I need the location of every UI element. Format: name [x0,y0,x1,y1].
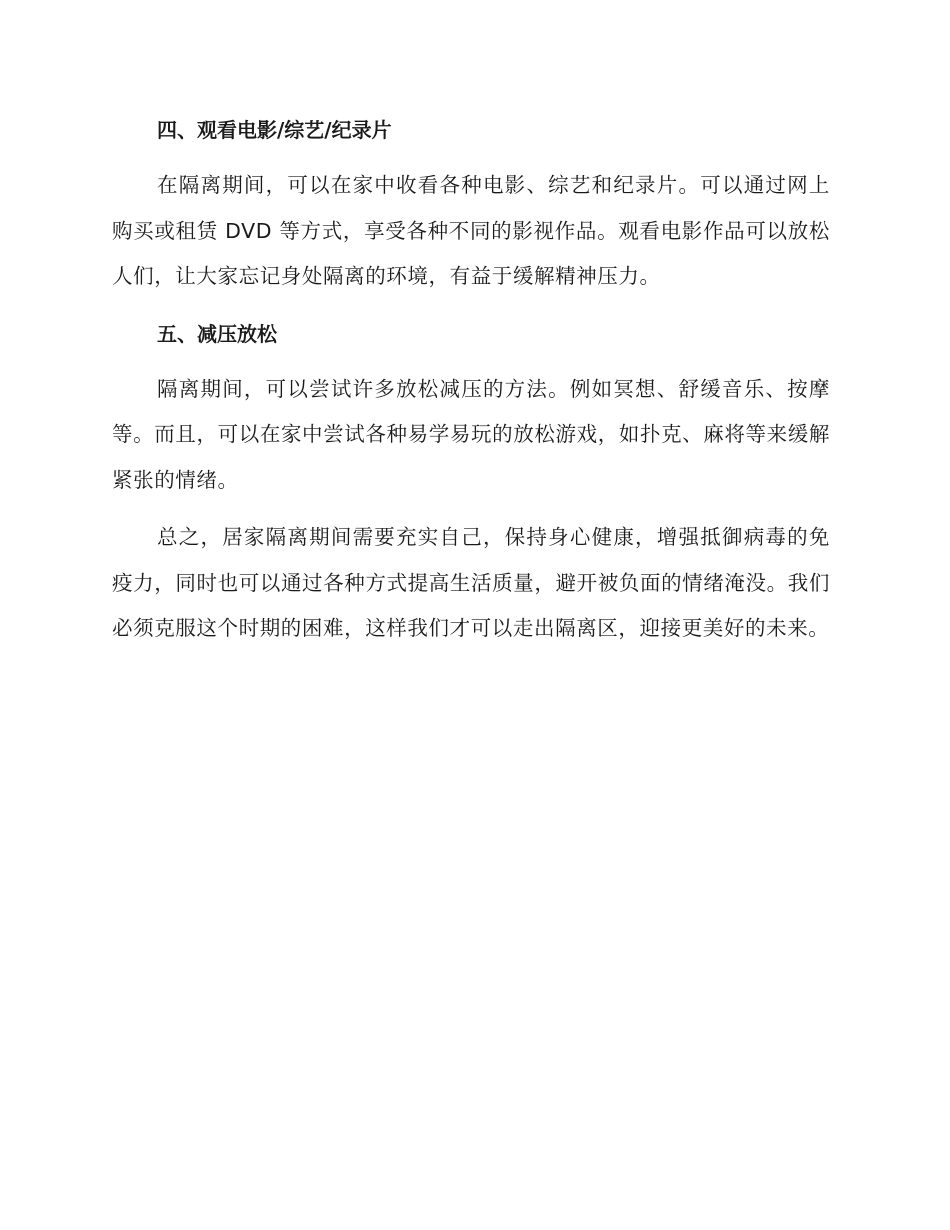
section-heading-relax: 五、减压放松 [157,321,277,346]
document-page [112,108,830,652]
paragraph-conclusion: 总之，居家隔离期间需要充实自己，保持身心健康，增强抵御病毒的免疫力，同时也可以通过各种方式提高生活质量，避开被负面的情绪淹没。我们必须克服这个时期的困难，这样我们才可以走出隔离区，迎接更美好的未来。 [112,525,830,640]
paragraph-relax: 隔离期间，可以尝试许多放松减压的方法。例如冥想、舒缓音乐、按摩等。而且，可以在家中尝试各种易学易玩的放松游戏，如扑克、麻将等来缓解紧张的情绪。 [112,376,830,492]
paragraph-watch-movies: 在隔离期间，可以在家中收看各种电影、综艺和纪录片。可以通过网上购买或租赁 DVD 等方式，享受各种不同的影视作品。观看电影作品可以放松人们，让大家忘记身处隔离的环境，有益于缓解精神压力。 [112,173,830,288]
section-heading-watch-movies: 四、观看电影/综艺/纪录片 [157,118,392,142]
